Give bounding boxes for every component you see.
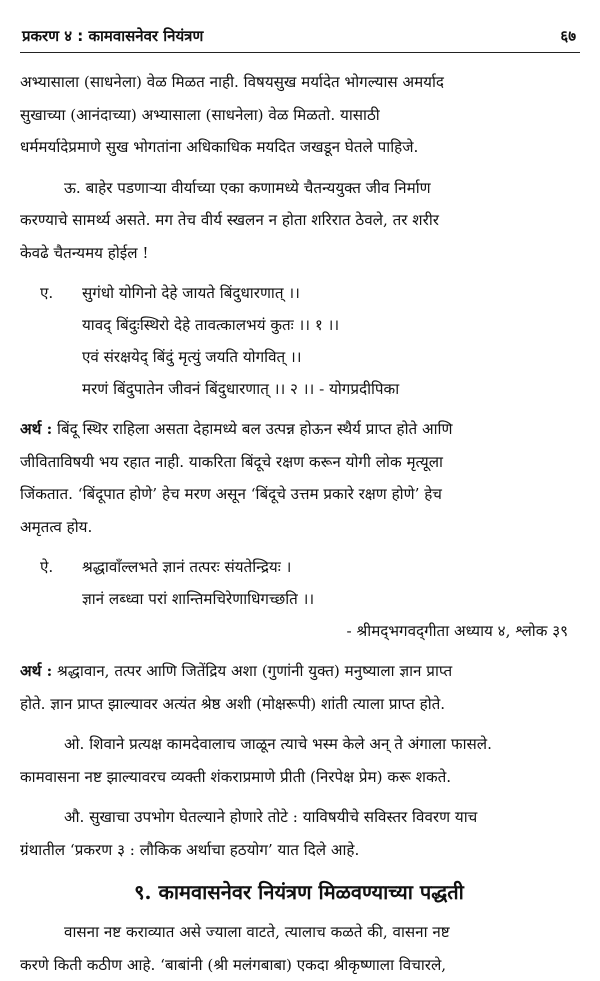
paragraph-line: ओ. शिवाने प्रत्यक्ष कामदेवालाच जाळून त्याचे भस्म केले अन् ते अंगाला फासले. — [20, 728, 578, 761]
header-divider — [20, 52, 580, 53]
paragraph-line: औ. सुखाचा उपभोग घेतल्याने होणारे तोटे : याविषयीचे सविस्तर विवरण याच — [20, 801, 578, 834]
meaning-line: जीविताविषयी भय रहात नाही. याकरिता बिंदूचे रक्षण करून योगी लोक मृत्यूला — [20, 446, 578, 479]
meaning-label: अर्थ : — [20, 420, 52, 438]
verse-text: यावद् बिंदुःस्थिरो देहे तावत्कालभयं कुतः ।। १ ।। — [82, 309, 339, 341]
paragraph-line: वासना नष्ट कराव्यात असे ज्याला वाटते, त्यालाच कळते की, वासना नष्ट — [20, 916, 578, 949]
verse-line — [20, 373, 578, 405]
page-number: ६७ — [560, 26, 576, 46]
paragraph-line: अभ्यासाला (साधनेला) वेळ मिळत नाही. विषयसुख मर्यादेत भोगल्यास अमर्याद — [20, 66, 578, 99]
verse-marker: ए. — [20, 277, 82, 309]
page-body — [20, 66, 578, 981]
verse-marker: ऐ. — [20, 551, 82, 583]
chapter-title: प्रकरण ४ : कामवासनेवर नियंत्रण — [22, 26, 203, 46]
verse-text: श्रद्धावाँल्लभते ज्ञानं तत्परः संयतेन्द्रियः । — [82, 551, 291, 583]
running-header — [22, 26, 576, 46]
paragraph-line: कामवासना नष्ट झाल्यावरच व्यक्ती शंकराप्रमाणे प्रीती (निरपेक्ष प्रेम) करू शकते. — [20, 761, 578, 794]
paragraph-line: ऊ. बाहेर पडणाऱ्या वीर्याच्या एका कणामध्ये चैतन्ययुक्त जीव निर्माण — [20, 172, 578, 205]
verse-line — [20, 583, 578, 615]
verse-text: सुगंधो योगिनो देहे जायते बिंदुधारणात् ।। — [82, 277, 300, 309]
verse-line — [20, 277, 578, 309]
paragraph-line: सुखाच्या (आनंदाच्या) अभ्यासाला (साधनेला) वेळ मिळतो. यासाठी — [20, 99, 578, 132]
verse-text: एवं संरक्षयेद् बिंदुं मृत्युं जयति योगवित् ।। — [82, 341, 302, 373]
verse-text: ज्ञानं लब्ध्वा परां शान्तिमचिरेणाधिगच्छति ।। — [82, 583, 314, 615]
verse-line — [20, 341, 578, 373]
meaning-line: अर्थ : बिंदू स्थिर राहिला असता देहामध्ये बल उत्पन्न होऊन स्थैर्य प्राप्त होते आणि — [20, 413, 578, 446]
paragraph-line: ग्रंथातील ‘प्रकरण ३ : लौकिक अर्थाचा हठयोग’ यात दिले आहे. — [20, 834, 578, 867]
meaning-label: अर्थ : — [20, 662, 52, 680]
meaning-line: अर्थ : श्रद्धावान, तत्पर आणि जितेंद्रिय अशा (गुणांनी युक्त) मनुष्याला ज्ञान प्राप्त — [20, 655, 578, 688]
meaning-line: जिंकतात. ‘बिंदूपात होणे’ हेच मरण असून ‘बिंदूचे उत्तम प्रकारे रक्षण होणे’ हेच — [20, 478, 578, 511]
verse-text: मरणं बिंदुपातेन जीवनं बिंदुधारणात् ।। २ ।। - योगप्रदीपिका — [82, 373, 399, 405]
paragraph-line: करण्याचे सामर्थ्य असते. मग तेच वीर्य स्खलन न होता शरिरात ठेवले, तर शरीर — [20, 204, 578, 237]
section-heading: ९. कामवासनेवर नियंत्रण मिळवण्याच्या पद्धती — [20, 874, 578, 910]
verse-line — [20, 309, 578, 341]
meaning-line: होते. ज्ञान प्राप्त झाल्यावर अत्यंत श्रेष्ठ अशी (मोक्षरूपी) शांती त्याला प्राप्त होते. — [20, 688, 578, 721]
paragraph-line: धर्ममर्यादेप्रमाणे सुख भोगतांना अधिकाधिक मयदित जखडून घेतले पाहिजे. — [20, 131, 578, 164]
verse-line — [20, 551, 578, 583]
paragraph-line: करणे किती कठीण आहे. ‘बाबांनी (श्री मलंगबाबा) एकदा श्रीकृष्णाला विचारले, — [20, 949, 578, 981]
verse-attribution: - श्रीमद्‌भगवद्‌गीता अध्याय ४, श्लोक ३९ — [20, 615, 578, 647]
meaning-line: अमृतत्व होय. — [20, 511, 578, 544]
paragraph-line: केवढे चैतन्यमय होईल ! — [20, 237, 578, 270]
